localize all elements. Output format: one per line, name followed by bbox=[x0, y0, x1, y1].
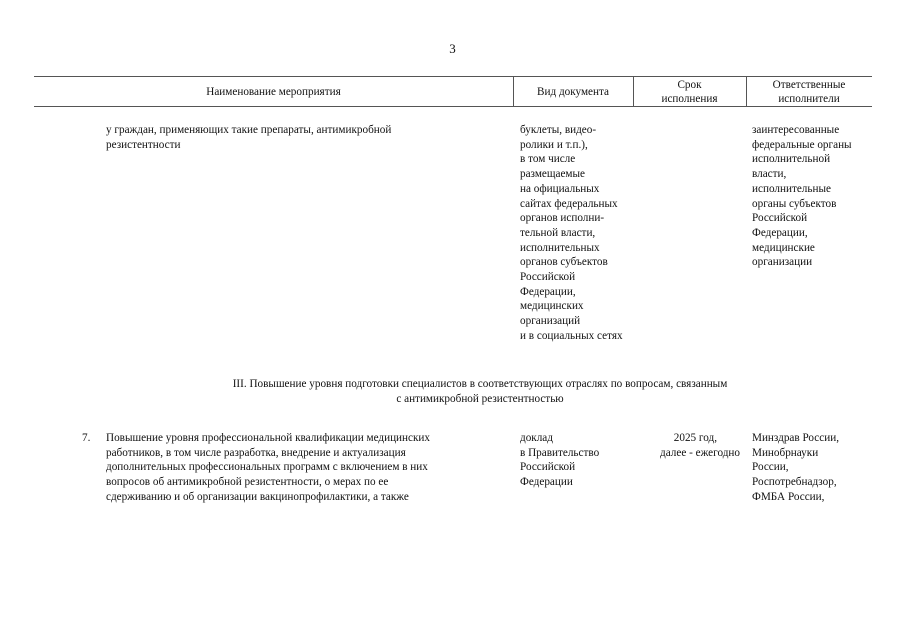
page-number: 3 bbox=[449, 41, 456, 56]
row-7-deadline-line2: далее - ежегодно bbox=[660, 446, 740, 459]
header-deadline-line2: исполнения bbox=[661, 93, 718, 105]
header-bottom-rule bbox=[34, 106, 872, 107]
header-name: Наименование мероприятия bbox=[206, 86, 341, 98]
row-7-responsible: Минздрав России, Минобрнауки России, Роспотребнадзор, ФМБА России, bbox=[752, 432, 839, 503]
header-doc-type: Вид документа bbox=[537, 86, 609, 98]
row-7-number: 7. bbox=[82, 432, 91, 444]
continuation-doc-type: буклеты, видео- ролики и т.п.), в том числе размещаемые на официальных сайтах федеральных органов исполни- тельной власти, исполнительных органов субъектов Российской Федерации, медицинских организаций и в социальных сетях bbox=[520, 124, 623, 342]
header-responsible bbox=[746, 78, 872, 106]
continuation-responsible: заинтересованные федеральные органы исполнительной власти, исполнительные органы субъектов Российской Федерации, медицинские организации bbox=[752, 124, 852, 269]
header-deadline bbox=[633, 78, 746, 106]
row-7-deadline-line1: 2025 год, bbox=[673, 432, 717, 444]
row-7-doc-type: доклад в Правительство Российской Федерации bbox=[520, 432, 600, 489]
section-heading-line1: III. Повышение уровня подготовки специалистов в соответствующих отраслях по вопросам, связанным bbox=[232, 378, 728, 390]
section-heading-line2: с антимикробной резистентностью bbox=[396, 392, 564, 405]
row-7-name: Повышение уровня профессиональной квалификации медицинских работников, в том числе разработка, внедрение и актуализация дополнительных профессиональных программ с включением в них вопросов об антимикробной резистентности, о мерах по ее сдерживанию и об организации вакцинопрофилактики, а также bbox=[106, 432, 431, 503]
header-responsible-line2: исполнители bbox=[778, 93, 840, 105]
header-responsible-line1: Ответственные bbox=[772, 79, 846, 91]
section-heading bbox=[100, 377, 860, 406]
header-deadline-line1: Срок bbox=[677, 79, 702, 91]
continuation-name: у граждан, применяющих такие препараты, антимикробной резистентности bbox=[106, 124, 392, 151]
row-7-deadline bbox=[636, 431, 740, 460]
